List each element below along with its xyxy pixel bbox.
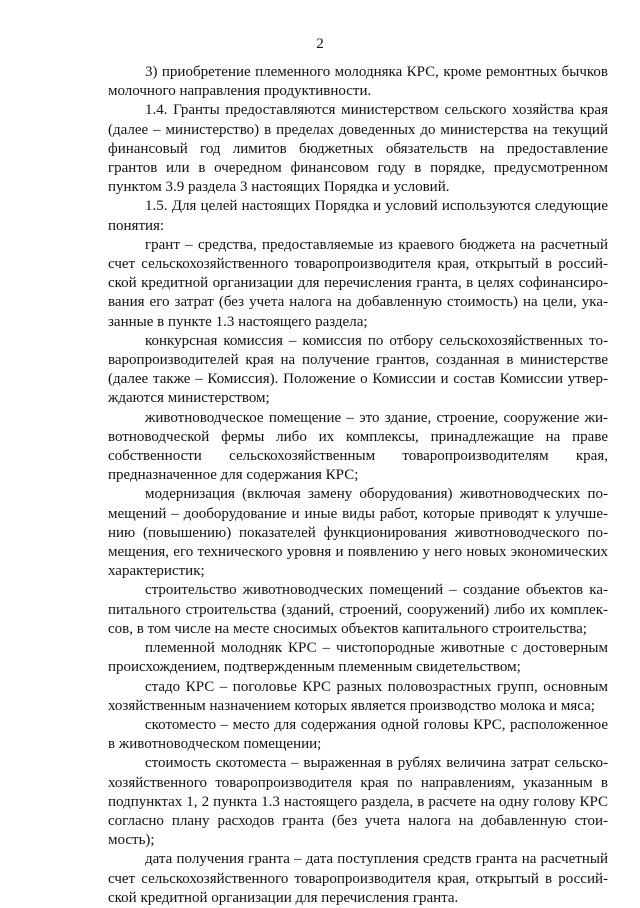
document-body xyxy=(108,63,608,908)
definition-commission: конкурсная комиссия – комиссия по отбору сельскохозяйственных товаропроизводителей края на получение грантов, созданная в министерстве (далее также – Комиссия). Положение о Комиссии и состав Комиссии утверждаются министерством; xyxy=(108,332,608,407)
definition-cattle-place: скотоместо – место для содержания одной головы КРС, расположенное в животноводческом помещении; xyxy=(108,716,608,753)
definition-grant-receipt-date: дата получения гранта – дата поступления средств гранта на расчетный счет сельскохозяйственного товаропроизводителя края, открытый в российской кредитной организации для перечисления гранта. xyxy=(108,851,608,906)
definition-cattle-place-cost: стоимость скотоместа – выраженная в рублях величина затрат сельскохозяйственного товаропроизводителя края по направлениям, указанным в подпунктах 1, 2 пункта 1.3 настоящего раздела, в расчете на одну голову КРС согласно плану расходов гранта (без учета налога на добавленную стоимость); xyxy=(108,755,608,849)
definition-herd: стадо КРС – поголовье КРС разных половозрастных групп, основным хозяйственным назначением которых является производство молока и мяса; xyxy=(108,678,608,714)
definition-livestock-building: животноводческое помещение – это здание, строение, сооружение животноводческой фермы либо их комплексы, принадлежащие на праве собственности сельскохозяйственным товаропроизводителям края, предназначенное для содержания КРС; xyxy=(108,409,608,484)
definition-construction: строительство животноводческих помещений – создание объектов капитального строительства (зданий, строений, сооружений) либо их комплексов, в том числе на месте сносимых объектов капитального строительства; xyxy=(108,582,608,637)
page-number: 2 xyxy=(316,36,324,52)
definition-breeding-young-stock: племенной молодняк КРС – чистопородные животные с достоверным происхождением, подтвержденным племенным свидетельством; xyxy=(108,640,608,676)
definition-grant: грант – средства, предоставляемые из краевого бюджета на расчетный счет сельскохозяйственного товаропроизводителя края, открытый в российской кредитной организации для перечисления гранта, в целях софинансирования его затрат (без учета налога на добавленную стоимость) на цели, указанные в пункте 1.3 настоящего раздела; xyxy=(108,236,608,330)
definition-modernization: модернизация (включая замену оборудования) животноводческих помещений – дооборудование и иные виды работ, которые приводят к улучшению (повышению) показателей функционирования животноводческого помещения, его технического уровня и появлению у него новых экономических характеристик; xyxy=(108,486,608,580)
paragraph-1-4-grants: 1.4. Гранты предоставляются министерством сельского хозяйства края (далее – министерство) в пределах доведенных до министерства на текущий финансовый год лимитов бюджетных обязательств на предоставление грантов или в очередном финансовом году в порядке, предусмотренном пунктом 3.9 раздела 3 настоящих Порядка и условий. xyxy=(108,102,608,196)
paragraph-3-acquisition: 3) приобретение племенного молодняка КРС, кроме ремонтных бычков молочного направления продуктивности. xyxy=(108,64,608,100)
paragraph-1-5-definitions-intro: 1.5. Для целей настоящих Порядка и условий используются следующие понятия: xyxy=(108,198,608,234)
